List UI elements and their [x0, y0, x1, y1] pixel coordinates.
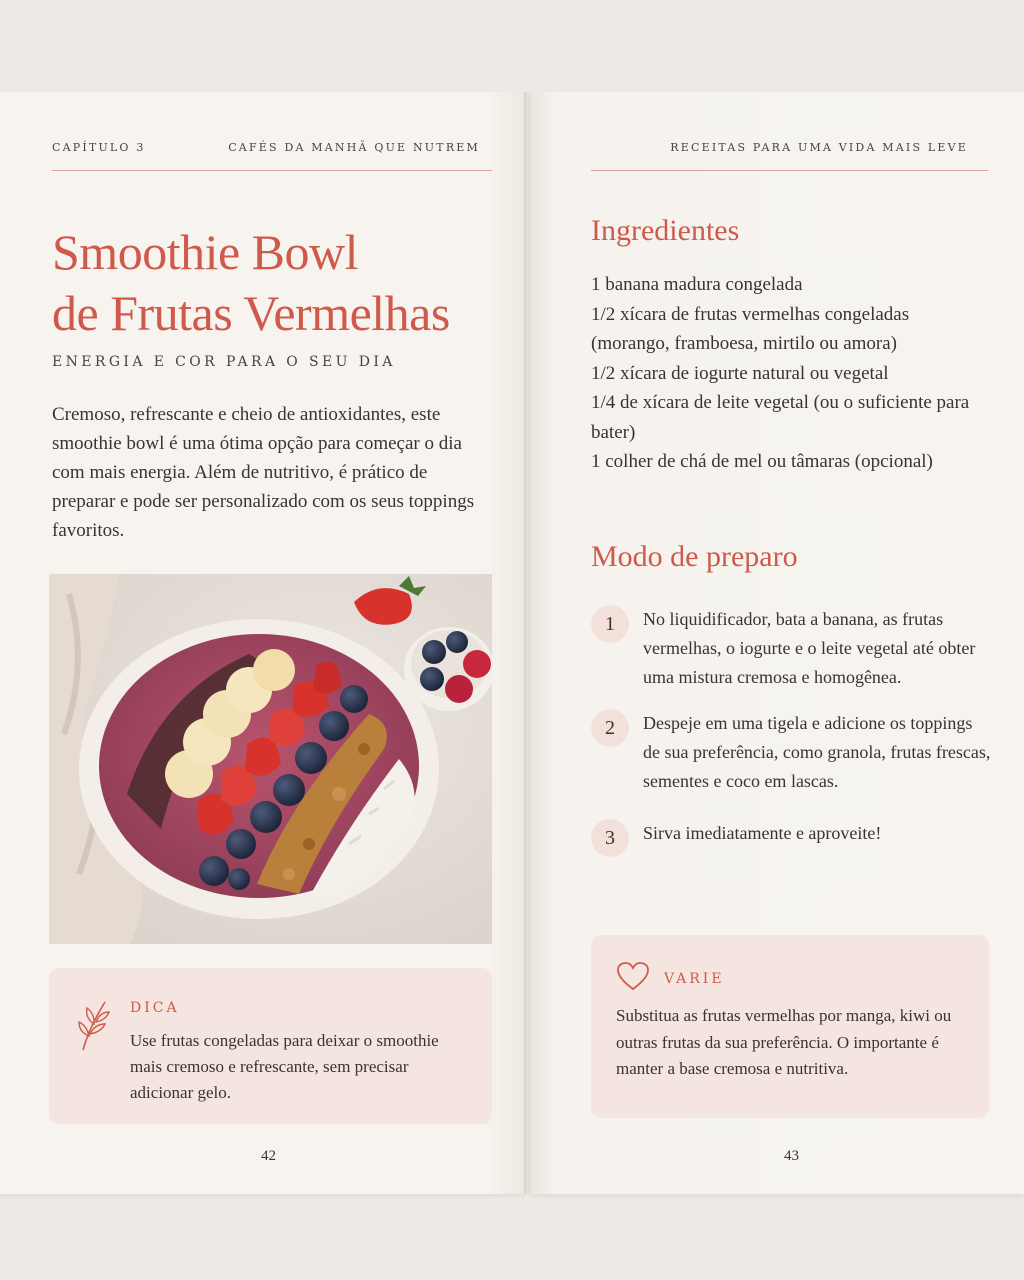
ingredient-item: 1/4 de xícara de leite vegetal (ou o suficiente para bater): [591, 392, 970, 443]
step-number: 1: [591, 605, 629, 643]
heart-icon: [616, 961, 650, 991]
leaf-branch-icon: [75, 998, 111, 1052]
ingredients-title: Ingredientes: [591, 214, 740, 247]
chapter-title: CAFÉS DA MANHÃ QUE NUTREM: [228, 141, 480, 154]
ingredient-item: 1/2 xícara de iogurte natural ou vegetal: [591, 362, 889, 384]
page-number-left: 42: [261, 1148, 276, 1164]
ingredient-item: 1/2 xícara de frutas vermelhas congeladas (morango, framboesa, mirtilo ou amora): [591, 303, 910, 354]
ingredient-item: 1 banana madura congelada: [591, 274, 803, 295]
header-rule-right: [591, 170, 988, 171]
right-page: [530, 92, 1024, 1194]
page-number-right: 43: [784, 1148, 799, 1164]
tip-text: Use frutas congeladas para deixar o smoothie mais cremoso e refrescante, sem precisar adicionar gelo.: [130, 1031, 439, 1102]
method-title: Modo de preparo: [591, 540, 798, 573]
step-number: 2: [591, 709, 629, 747]
chapter-label: CAPÍTULO 3: [52, 141, 146, 154]
step-number: 3: [591, 819, 629, 857]
ingredient-item: 1 colher de chá de mel ou tâmaras (opcional): [591, 451, 933, 472]
step-text: No liquidificador, bata a banana, as frutas vermelhas, o iogurte e o leite vegetal até obter uma mistura cremosa e homogênea.: [643, 609, 976, 687]
header-rule: [52, 170, 492, 171]
recipe-intro: Cremoso, refrescante e cheio de antioxidantes, este smoothie bowl é uma ótima opção para começar o dia com mais energia. Além de nutritivo, é prático de preparar e pode ser personalizado com os seus toppings favoritos.: [52, 404, 475, 541]
step-text: Despeje em uma tigela e adicione os toppings de sua preferência, como granola, frutas frescas, sementes e coco em lascas.: [643, 713, 991, 791]
variation-text: Substitua as frutas vermelhas por manga, kiwi ou outras frutas da sua preferência. O importante é manter a base cremosa e nutritiva.: [616, 1006, 952, 1078]
recipe-title-line-1: Smoothie Bowl: [52, 224, 359, 280]
recipe-title-line-2: de Frutas Vermelhas: [52, 285, 450, 341]
step-text: Sirva imediatamente e aproveite!: [643, 823, 882, 843]
recipe-title: [52, 222, 450, 344]
book-spread: [0, 92, 1024, 1194]
ingredients-list: [591, 270, 991, 477]
variation-box: [591, 935, 989, 1118]
left-page: [0, 92, 526, 1194]
recipe-subtitle: ENERGIA E COR PARA O SEU DIA: [52, 354, 396, 370]
smoothie-bowl-photo: [49, 574, 492, 944]
book-title-header: RECEITAS PARA UMA VIDA MAIS LEVE: [670, 141, 968, 154]
variation-label: VARIE: [664, 971, 725, 987]
tip-box: [49, 968, 492, 1124]
tip-label: DICA: [130, 1000, 180, 1016]
